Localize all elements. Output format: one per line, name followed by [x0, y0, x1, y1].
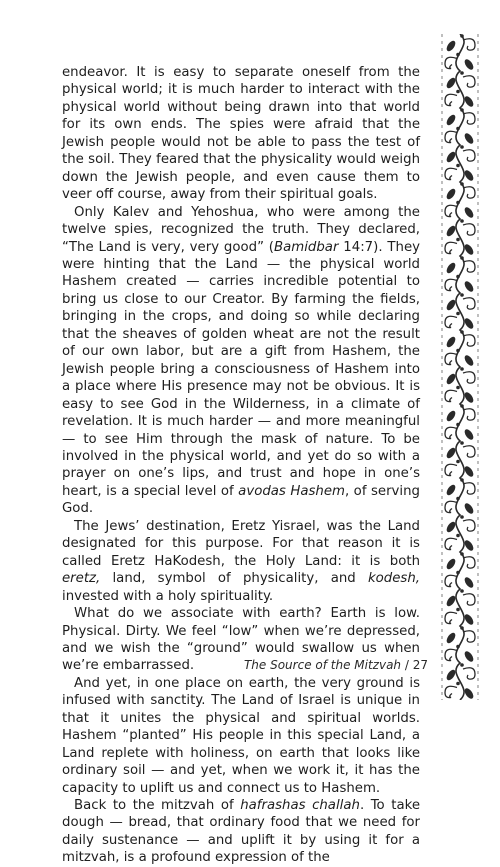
text-run: The Jews’ destination, Eretz Yisrael, was the Land designated for this purpose. For that reason it is called Eretz HaKodesh, the Holy Land: it is both: [62, 518, 420, 569]
text-run: invested with a holy spirituality.: [62, 588, 274, 604]
italic-term: avodas Hashem: [238, 483, 345, 499]
floral-vine-border-icon: [438, 34, 482, 700]
page-number: 27: [412, 658, 428, 672]
italic-term: kodesh,: [367, 571, 420, 587]
paragraph: [62, 64, 420, 204]
italic-term: Bamidbar: [274, 239, 339, 255]
paragraph: [62, 675, 420, 797]
footer-separator: /: [401, 658, 413, 672]
paragraph: [62, 204, 420, 518]
paragraph: [62, 518, 420, 605]
body-text: [62, 64, 420, 867]
text-run: land, symbol of physicality, and: [100, 571, 368, 587]
text-run: . To take dough — bread, that ordinary food that we need for daily sustenance — and uplift it by using it for a mitzvah, is a profound expression of the: [62, 798, 421, 866]
text-run: Only Kalev and Yehoshua, who were among the twelve spies, recognized the truth. They declared, “The Land is very, very good” (: [62, 204, 420, 255]
running-title: The Source of the Mitzvah: [243, 658, 402, 672]
text-run: endeavor. It is easy to separate oneself from the physical world; it is much harder to interact with the physical world without being drawn into that world for its own ends. The spies were afraid that the Jewish people would not be able to pass the test of the soil. They feared that the physicality would weigh down the Jewish people, and even cause them to veer off course, away from their spiritual goals.: [62, 65, 420, 203]
italic-term: eretz,: [62, 571, 101, 587]
italic-term: hafrashas challah: [240, 798, 360, 814]
text-run: What do we associate with earth? Earth is low. Physical. Dirty. We feel “low” when we’re depressed, and we wish the “ground” would swallow us when we’re embarrassed.: [62, 606, 420, 674]
text-run: And yet, in one place on earth, the very ground is infused with sanctity. The Land of Israel is unique in that it unites the physical and spiritual worlds. Hashem “planted” His people in this special Land, a Land replete with holiness, on earth that looks like ordinary soil — and yet, when we work it, it has the capacity to uplift us and connect us to Hashem.: [62, 675, 420, 796]
text-run: Back to the mitzvah of: [74, 798, 241, 814]
text-run: , of serving God.: [62, 483, 420, 517]
running-footer: [244, 658, 428, 672]
paragraph: [62, 797, 420, 867]
text-run: 14:7). They were hinting that the Land — the physical world Hashem created — carries incredible potential to bring us close to our Creator. By farming the fields, bringing in the crops, and doing so while declaring that the sheaves of golden wheat are not the result of our own labor, but are a gift from Hashem, the Jewish people bring a consciousness of Hashem into a place where His presence may not be obvious. It is easy to see God in the Wilderness, in a climate of revelation. It is much harder — and more meaningful — to see Him through the mask of nature. To be involved in the physical world, and yet do so with a prayer on one’s lips, and trust and hope in one’s heart, is a special level of: [62, 239, 420, 499]
